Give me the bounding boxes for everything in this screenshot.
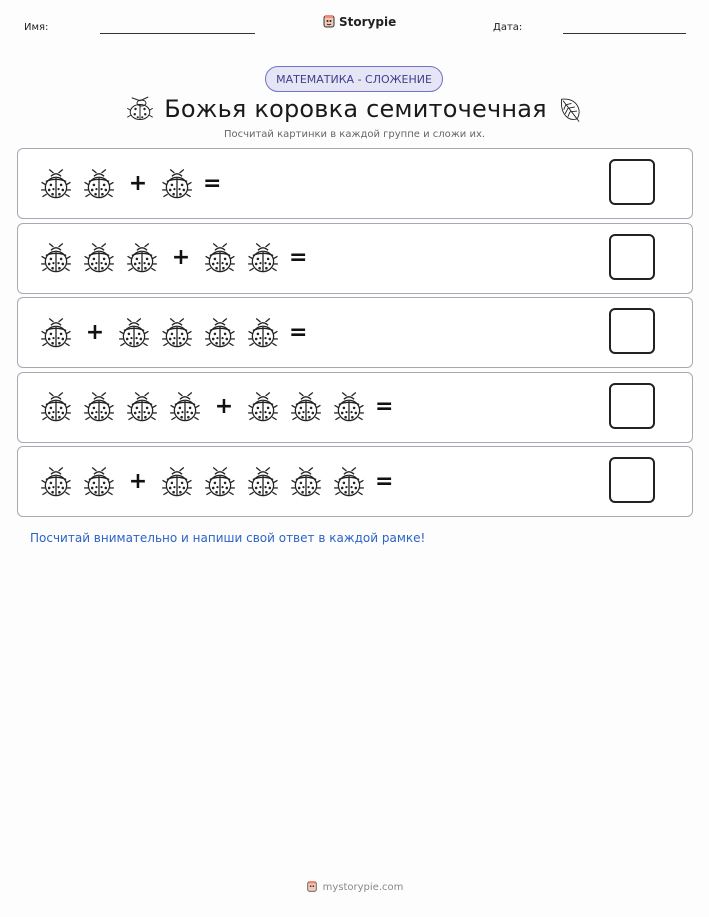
subject-tag: МАТЕМАТИКА - СЛОЖЕНИЕ	[265, 66, 443, 92]
answer-box[interactable]	[609, 383, 655, 429]
ladybug-icon	[246, 241, 280, 275]
equals-sign: =	[375, 394, 394, 419]
equation	[39, 224, 307, 293]
leaf-icon	[556, 94, 584, 124]
page-title: Божья коровка семиточечная	[164, 95, 547, 123]
ladybug-icon	[246, 390, 280, 424]
ladybug-icon	[39, 390, 73, 424]
brand-name: Storypie	[339, 15, 397, 29]
answer-box[interactable]	[609, 308, 655, 354]
plus-sign: +	[128, 468, 148, 494]
ladybug-icon	[203, 465, 237, 499]
ladybug-icon	[125, 390, 159, 424]
ladybug-icon	[332, 390, 366, 424]
answer-box[interactable]	[609, 457, 655, 503]
footer	[0, 880, 709, 894]
ladybug-icon	[332, 465, 366, 499]
plus-sign: +	[128, 170, 148, 196]
date-label: Дата:	[493, 22, 523, 33]
equals-sign: =	[289, 319, 308, 345]
ladybug-icon	[160, 465, 194, 499]
ladybug-icon	[160, 316, 194, 350]
storypie-mascot-icon	[306, 880, 318, 894]
ladybug-icon	[160, 167, 194, 201]
ladybug-icon	[289, 465, 323, 499]
ladybug-icon	[125, 241, 159, 275]
plus-sign: +	[85, 319, 105, 345]
ladybug-icon	[39, 465, 73, 499]
title-row	[125, 91, 584, 127]
answer-box[interactable]	[609, 159, 655, 205]
problem-list	[17, 148, 693, 521]
ladybug-icon	[82, 241, 116, 275]
equation	[39, 447, 393, 516]
name-label: Имя:	[24, 22, 49, 33]
problem-row	[17, 148, 693, 219]
plus-sign: +	[214, 394, 234, 419]
ladybug-icon	[125, 94, 155, 124]
ladybug-icon	[289, 390, 323, 424]
equation	[39, 149, 221, 218]
ladybug-icon	[39, 241, 73, 275]
ladybug-icon	[203, 241, 237, 275]
ladybug-icon	[82, 465, 116, 499]
storypie-mascot-icon	[322, 14, 336, 30]
equals-sign: =	[375, 468, 394, 494]
problem-row	[17, 446, 693, 517]
brand-logo	[322, 14, 396, 30]
ladybug-icon	[39, 316, 73, 350]
ladybug-icon	[203, 316, 237, 350]
ladybug-icon	[246, 316, 280, 350]
name-line[interactable]	[100, 33, 255, 34]
answer-box[interactable]	[609, 234, 655, 280]
instructions: Посчитай картинки в каждой группе и сложи их.	[223, 129, 486, 140]
hint-text: Посчитай внимательно и напиши свой ответ в каждой рамке!	[30, 531, 426, 545]
plus-sign: +	[171, 245, 191, 270]
equation	[39, 298, 307, 367]
equals-sign: =	[289, 245, 308, 270]
ladybug-icon	[82, 167, 116, 201]
ladybug-icon	[246, 465, 280, 499]
ladybug-icon	[39, 167, 73, 201]
ladybug-icon	[168, 390, 202, 424]
problem-row	[17, 372, 693, 443]
equals-sign: =	[203, 170, 222, 196]
date-line[interactable]	[563, 33, 686, 34]
equation	[39, 373, 393, 442]
problem-row	[17, 223, 693, 294]
ladybug-icon	[82, 390, 116, 424]
ladybug-icon	[117, 316, 151, 350]
problem-row	[17, 297, 693, 368]
footer-url[interactable]: mystorypie.com	[322, 881, 404, 893]
